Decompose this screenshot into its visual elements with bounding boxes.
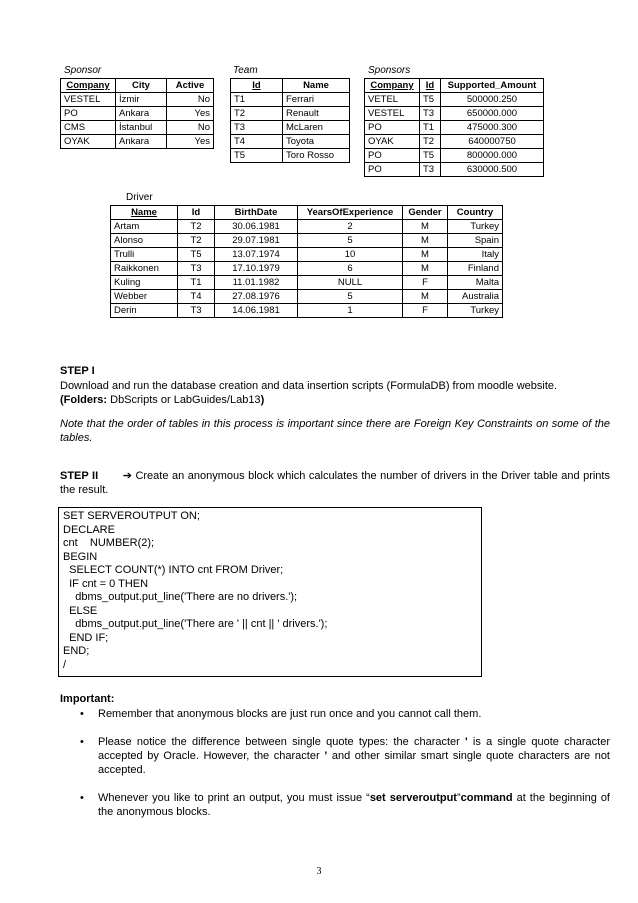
- table-row: [231, 107, 350, 121]
- cell: T2: [178, 234, 215, 248]
- cell: Australia: [448, 290, 503, 304]
- cell: 17.10.1979: [215, 262, 298, 276]
- cell: F: [403, 304, 448, 318]
- cell: 630000.500: [441, 163, 544, 177]
- step2-title: STEP II: [60, 470, 99, 482]
- cell: VESTEL: [61, 93, 116, 107]
- list-item: [60, 791, 610, 819]
- smart-quote: ’: [324, 750, 328, 762]
- bullet-icon: •: [80, 792, 84, 804]
- cell: T3: [178, 262, 215, 276]
- cell: 5: [298, 290, 403, 304]
- table-row: [111, 290, 503, 304]
- cell: 6: [298, 262, 403, 276]
- folders-label: (Folders:: [60, 394, 111, 406]
- table-row: [61, 121, 214, 135]
- cell: Artam: [111, 220, 178, 234]
- arrow-icon: ➔: [122, 470, 132, 482]
- cell: M: [403, 234, 448, 248]
- driver-header-name: Name: [111, 206, 178, 220]
- table-row: [111, 304, 503, 318]
- cell: Renault: [283, 107, 350, 121]
- table-row: [231, 121, 350, 135]
- table-row: [365, 93, 544, 107]
- cell: T2: [178, 220, 215, 234]
- bullet3-command: set serveroutput: [369, 792, 457, 804]
- driver-header-years: YearsOfExperience: [298, 206, 403, 220]
- code-line: SELECT COUNT(*) INTO cnt FROM Driver;: [63, 564, 284, 576]
- cell: PO: [365, 149, 420, 163]
- cell: No: [167, 121, 214, 135]
- folders-close: ): [260, 394, 265, 406]
- table-row: [231, 135, 350, 149]
- table-row: [111, 276, 503, 290]
- driver-header-gender: Gender: [403, 206, 448, 220]
- driver-header-country: Country: [448, 206, 503, 220]
- cell: Raikkonen: [111, 262, 178, 276]
- cell: CMS: [61, 121, 116, 135]
- cell: 27.08.1976: [215, 290, 298, 304]
- code-line: ELSE: [63, 604, 98, 617]
- cell: Ankara: [116, 107, 167, 121]
- code-line: dbms_output.put_line('There are ' || cnt || ' drivers.');: [63, 618, 328, 630]
- cell: 800000.000: [441, 149, 544, 163]
- table-row: [111, 234, 503, 248]
- cell: 30.06.1981: [215, 220, 298, 234]
- table-row: [365, 121, 544, 135]
- sponsor-caption: Sponsor: [64, 65, 102, 76]
- step1-folders: [60, 393, 608, 407]
- straight-quote: ': [465, 736, 468, 748]
- cell: M: [403, 290, 448, 304]
- cell: T5: [231, 149, 283, 163]
- cell: T4: [178, 290, 215, 304]
- cell: Turkey: [448, 220, 503, 234]
- cell: T3: [178, 304, 215, 318]
- cell: 13.07.1974: [215, 248, 298, 262]
- cell: T5: [420, 149, 441, 163]
- step1-line1: Download and run the database creation and data insertion scripts (FormulaDB) from moodle website.: [60, 380, 558, 392]
- code-line: SET SERVEROUTPUT ON;: [63, 510, 200, 522]
- cell: Trulli: [111, 248, 178, 262]
- cell: 29.07.1981: [215, 234, 298, 248]
- cell: McLaren: [283, 121, 350, 135]
- table-row: [111, 220, 503, 234]
- cell: Ankara: [116, 135, 167, 149]
- cell: Toyota: [283, 135, 350, 149]
- team-header-name: Name: [283, 79, 350, 93]
- cell: T3: [420, 163, 441, 177]
- cell: T5: [420, 93, 441, 107]
- step1-title: STEP I: [60, 365, 95, 377]
- cell: 1: [298, 304, 403, 318]
- cell: M: [403, 248, 448, 262]
- driver-caption: Driver: [126, 192, 153, 203]
- cell: PO: [365, 163, 420, 177]
- cell: VETEL: [365, 93, 420, 107]
- table-row: [61, 107, 214, 121]
- bullet-icon: •: [80, 708, 84, 720]
- driver-header-id: Id: [178, 206, 215, 220]
- table-row: [365, 163, 544, 177]
- cell: OYAK: [365, 135, 420, 149]
- list-item: [60, 735, 610, 777]
- code-line: BEGIN: [63, 550, 98, 563]
- cell: İzmir: [116, 93, 167, 107]
- sponsor-header-city: City: [116, 79, 167, 93]
- sponsors-table: [364, 78, 544, 177]
- driver-header-birthdate: BirthDate: [215, 206, 298, 220]
- sponsor-header-active: Active: [167, 79, 214, 93]
- cell: F: [403, 276, 448, 290]
- sponsors-header-company: Company: [365, 79, 420, 93]
- bullet3-text-c: at the beginning of the anonymous blocks.: [98, 792, 610, 818]
- cell: M: [403, 220, 448, 234]
- cell: Finland: [448, 262, 503, 276]
- team-header-id: Id: [231, 79, 283, 93]
- sponsor-table: [60, 78, 214, 149]
- step2-paragraph: [60, 469, 610, 497]
- table-row: [365, 135, 544, 149]
- code-line: DECLARE: [63, 523, 115, 536]
- cell: T4: [231, 135, 283, 149]
- table-row: [61, 93, 214, 107]
- cell: M: [403, 262, 448, 276]
- folders-value: DbScripts or LabGuides/Lab13: [110, 394, 261, 406]
- table-row: [111, 248, 503, 262]
- sponsors-header-id: Id: [420, 79, 441, 93]
- bullet2-text-b: is a single quote character accepted by Oracle. However, the character: [98, 736, 611, 762]
- bullet1-text: Remember that anonymous blocks are just run once and you cannot call them.: [98, 708, 482, 720]
- table-row: [231, 93, 350, 107]
- sponsors-header-amount: Supported_Amount: [441, 79, 544, 93]
- cell: Alonso: [111, 234, 178, 248]
- code-line: IF cnt = 0 THEN: [63, 577, 149, 590]
- cell: 5: [298, 234, 403, 248]
- cell: NULL: [298, 276, 403, 290]
- cell: No: [167, 93, 214, 107]
- cell: T2: [420, 135, 441, 149]
- cell: İstanbul: [116, 121, 167, 135]
- bullet3-command-word: command: [460, 792, 513, 804]
- step1-note: Note that the order of tables in this process is important since there are Foreign Key Constraints on some of the tables.: [60, 418, 610, 444]
- cell: T1: [420, 121, 441, 135]
- driver-table: [110, 205, 503, 318]
- code-line: dbms_output.put_line('There are no drivers.');: [63, 591, 298, 603]
- list-item: [60, 707, 610, 721]
- cell: OYAK: [61, 135, 116, 149]
- cell: 14.06.1981: [215, 304, 298, 318]
- cell: 640000750: [441, 135, 544, 149]
- cell: Webber: [111, 290, 178, 304]
- table-row: [61, 135, 214, 149]
- bullet2-text-c: and other similar smart single quote characters are not accepted.: [98, 750, 610, 776]
- cell: 650000.000: [441, 107, 544, 121]
- cell: PO: [365, 121, 420, 135]
- cell: T1: [178, 276, 215, 290]
- table-row: [365, 149, 544, 163]
- sponsor-header-company: Company: [61, 79, 116, 93]
- step2-text: Create an anonymous block which calculates the number of drivers in the Driver table and prints the result.: [60, 470, 610, 496]
- table-row: [111, 262, 503, 276]
- cell: Malta: [448, 276, 503, 290]
- cell: T2: [231, 107, 283, 121]
- table-row: [365, 107, 544, 121]
- sponsors-caption: Sponsors: [368, 65, 411, 76]
- cell: Yes: [167, 135, 214, 149]
- cell: T5: [178, 248, 215, 262]
- important-list: [60, 707, 610, 833]
- cell: Italy: [448, 248, 503, 262]
- cell: 10: [298, 248, 403, 262]
- cell: 2: [298, 220, 403, 234]
- cell: Derin: [111, 304, 178, 318]
- cell: 500000.250: [441, 93, 544, 107]
- team-caption: Team: [233, 65, 258, 76]
- team-table: [230, 78, 350, 163]
- cell: Yes: [167, 107, 214, 121]
- cell: T3: [231, 121, 283, 135]
- bullet3-text-a: Whenever you like to print an output, you must issue “: [98, 792, 370, 804]
- code-line: /: [63, 658, 67, 671]
- cell: Kuling: [111, 276, 178, 290]
- cell: T1: [231, 93, 283, 107]
- cell: T3: [420, 107, 441, 121]
- cell: Ferrari: [283, 93, 350, 107]
- bullet3-quote: ”: [456, 792, 461, 804]
- cell: 11.01.1982: [215, 276, 298, 290]
- code-line: END;: [63, 645, 90, 657]
- cell: PO: [61, 107, 116, 121]
- cell: Turkey: [448, 304, 503, 318]
- cell: VESTEL: [365, 107, 420, 121]
- bullet2-text-a: Please notice the difference between single quote types: the character: [98, 736, 466, 748]
- cell: Spain: [448, 234, 503, 248]
- page-number: 3: [316, 866, 322, 877]
- bullet-icon: •: [80, 736, 84, 748]
- important-title: Important:: [60, 693, 115, 705]
- code-line: END IF;: [63, 631, 109, 644]
- code-line: cnt NUMBER(2);: [63, 537, 155, 549]
- table-row: [231, 149, 350, 163]
- code-block: [58, 507, 482, 677]
- cell: Toro Rosso: [283, 149, 350, 163]
- cell: 475000.300: [441, 121, 544, 135]
